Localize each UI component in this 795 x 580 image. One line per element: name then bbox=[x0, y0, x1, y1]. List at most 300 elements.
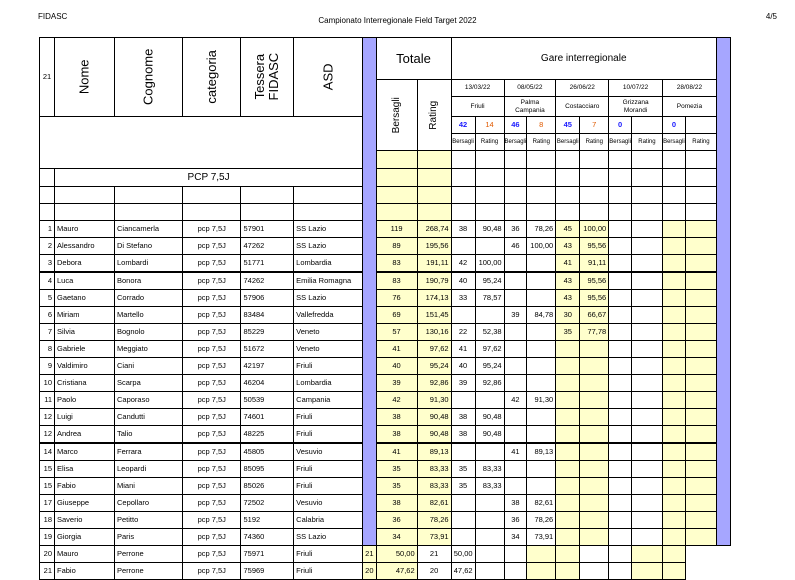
race-date: 26/06/22 bbox=[556, 80, 609, 97]
category-cell: pcp 7,5J bbox=[183, 495, 241, 512]
sub-header-bersagli: Bersagli bbox=[556, 134, 580, 151]
category-cell: pcp 7,5J bbox=[183, 272, 241, 290]
total-bersagli-cell: 119 bbox=[376, 221, 417, 238]
blank-cell bbox=[556, 151, 580, 169]
race-rating-cell: 90,48 bbox=[475, 409, 504, 426]
race-rating-cell bbox=[685, 409, 716, 426]
club-cell: Calabria bbox=[294, 512, 363, 529]
club-cell: Friuli bbox=[294, 426, 363, 444]
total-bersagli-cell: 38 bbox=[376, 495, 417, 512]
race-bersagli-cell bbox=[609, 375, 632, 392]
club-cell: Lombardia bbox=[294, 375, 363, 392]
race-rating-cell bbox=[527, 290, 556, 307]
race-bersagli-cell bbox=[609, 392, 632, 409]
blank-cell bbox=[183, 204, 241, 221]
blank-cell bbox=[115, 187, 183, 204]
header-blank bbox=[40, 117, 363, 169]
race-rating-cell bbox=[527, 409, 556, 426]
race-rating-cell bbox=[685, 375, 716, 392]
race-rating-cell: 100,00 bbox=[475, 255, 504, 273]
race-total-rating: 7 bbox=[580, 117, 609, 134]
blank-cell bbox=[580, 151, 609, 169]
total-rating-cell: 92,86 bbox=[417, 375, 451, 392]
race-bersagli-cell bbox=[527, 563, 556, 580]
sub-header-rating: Rating bbox=[685, 134, 716, 151]
race-bersagli-cell bbox=[504, 341, 527, 358]
category-cell: pcp 7,5J bbox=[183, 426, 241, 444]
race-bersagli-cell bbox=[609, 495, 632, 512]
rank-cell: 3 bbox=[40, 255, 55, 273]
race-bersagli-cell bbox=[556, 495, 580, 512]
race-bersagli-cell bbox=[451, 495, 475, 512]
race-rating-cell bbox=[527, 478, 556, 495]
blank-cell bbox=[527, 151, 556, 169]
race-rating-cell bbox=[685, 221, 716, 238]
race-bersagli-cell: 38 bbox=[451, 221, 475, 238]
race-rating-cell bbox=[580, 375, 609, 392]
card-number-cell: 45805 bbox=[241, 443, 294, 461]
race-bersagli-cell bbox=[609, 512, 632, 529]
race-rating-cell bbox=[631, 238, 662, 255]
blank-cell bbox=[609, 169, 632, 187]
race-bersagli-cell: 39 bbox=[451, 375, 475, 392]
category-cell: pcp 7,5J bbox=[183, 375, 241, 392]
first-name-cell: Alessandro bbox=[55, 238, 115, 255]
race-rating-cell bbox=[631, 324, 662, 341]
race-bersagli-cell bbox=[662, 512, 685, 529]
first-name-cell: Fabio bbox=[55, 563, 115, 580]
race-bersagli-cell bbox=[662, 272, 685, 290]
race-bersagli-cell bbox=[475, 563, 504, 580]
last-name-cell: Paris bbox=[115, 529, 183, 546]
first-name-cell: Andrea bbox=[55, 426, 115, 444]
table-row bbox=[40, 221, 731, 238]
rank-cell: 17 bbox=[40, 495, 55, 512]
rank-cell: 12 bbox=[40, 409, 55, 426]
race-total-bersagli: 0 bbox=[662, 117, 685, 134]
race-rating-cell bbox=[685, 495, 716, 512]
race-rating-cell bbox=[527, 426, 556, 444]
race-rating-cell bbox=[631, 272, 662, 290]
blank-cell bbox=[631, 151, 662, 169]
race-bersagli-cell bbox=[504, 358, 527, 375]
race-rating-cell bbox=[631, 529, 662, 546]
rank-cell: 8 bbox=[40, 341, 55, 358]
blank-cell bbox=[662, 169, 685, 187]
table-row bbox=[40, 443, 731, 461]
race-rating-cell bbox=[527, 255, 556, 273]
race-bersagli-cell bbox=[504, 375, 527, 392]
club-cell: SS Lazio bbox=[294, 238, 363, 255]
first-name-cell: Gaetano bbox=[55, 290, 115, 307]
col-header-asd bbox=[294, 38, 363, 117]
race-rating-cell bbox=[556, 563, 580, 580]
race-bersagli-cell bbox=[556, 392, 580, 409]
last-name-cell: Petitto bbox=[115, 512, 183, 529]
blank-cell bbox=[631, 204, 662, 221]
race-bersagli-cell: 41 bbox=[504, 443, 527, 461]
category-cell: pcp 7,5J bbox=[183, 238, 241, 255]
col-header-bersagli-text: Bersagli bbox=[390, 96, 402, 134]
total-rating-cell: 83,33 bbox=[417, 478, 451, 495]
club-cell: Friuli bbox=[294, 461, 363, 478]
race-bersagli-cell bbox=[662, 290, 685, 307]
race-rating-cell bbox=[685, 461, 716, 478]
race-rating-cell bbox=[685, 478, 716, 495]
race-total-rating bbox=[631, 117, 662, 134]
last-name-cell: Corrado bbox=[115, 290, 183, 307]
race-rating-cell bbox=[475, 495, 504, 512]
race-rating-cell bbox=[631, 443, 662, 461]
category-cell: pcp 7,5J bbox=[183, 409, 241, 426]
race-bersagli-cell bbox=[609, 238, 632, 255]
table-row bbox=[40, 358, 731, 375]
category-cell: pcp 7,5J bbox=[183, 255, 241, 273]
race-bersagli-cell: 33 bbox=[451, 290, 475, 307]
race-rating-cell bbox=[475, 238, 504, 255]
club-cell: Veneto bbox=[294, 324, 363, 341]
total-rating-cell: 50,00 bbox=[376, 546, 417, 563]
first-name-cell: Cristiana bbox=[55, 375, 115, 392]
race-rating-cell: 91,11 bbox=[580, 255, 609, 273]
race-bersagli-cell bbox=[662, 478, 685, 495]
blank-cell bbox=[504, 151, 527, 169]
race-total-bersagli: 0 bbox=[609, 117, 632, 134]
race-rating-cell bbox=[631, 290, 662, 307]
blue-separator-right bbox=[716, 38, 730, 546]
last-name-cell: Martello bbox=[115, 307, 183, 324]
total-rating-cell: 190,79 bbox=[417, 272, 451, 290]
blank-cell bbox=[241, 204, 294, 221]
club-cell: Vallefredda bbox=[294, 307, 363, 324]
blank-cell bbox=[475, 187, 504, 204]
club-cell: Friuli bbox=[294, 409, 363, 426]
blank-cell bbox=[55, 204, 115, 221]
blank-cell bbox=[475, 204, 504, 221]
total-bersagli-cell: 40 bbox=[376, 358, 417, 375]
club-cell: Friuli bbox=[294, 478, 363, 495]
race-rating-cell bbox=[631, 409, 662, 426]
blank-cell bbox=[504, 187, 527, 204]
blank-cell bbox=[609, 204, 632, 221]
table-row bbox=[40, 461, 731, 478]
race-bersagli-cell bbox=[451, 392, 475, 409]
card-number-cell: 47262 bbox=[241, 238, 294, 255]
table-row bbox=[40, 392, 731, 409]
race-bersagli-cell bbox=[662, 529, 685, 546]
col-header-tessera-line1: Tessera bbox=[252, 54, 268, 100]
race-rating-cell bbox=[580, 478, 609, 495]
total-bersagli-cell: 69 bbox=[376, 307, 417, 324]
race-bersagli-cell bbox=[504, 426, 527, 444]
race-bersagli-cell bbox=[609, 272, 632, 290]
race-rating-cell: 66,67 bbox=[580, 307, 609, 324]
race-total-bersagli: 46 bbox=[504, 117, 527, 134]
total-rating-cell: 90,48 bbox=[417, 409, 451, 426]
total-rating-cell: 90,48 bbox=[417, 426, 451, 444]
race-bersagli-cell: 39 bbox=[504, 307, 527, 324]
race-bersagli-cell bbox=[556, 409, 580, 426]
last-name-cell: Ciancamerla bbox=[115, 221, 183, 238]
col-header-gare: Gare interregionale bbox=[451, 38, 716, 80]
first-name-cell: Valdimiro bbox=[55, 358, 115, 375]
total-rating-cell: 191,11 bbox=[417, 255, 451, 273]
race-bersagli-cell bbox=[662, 375, 685, 392]
race-rating-cell bbox=[685, 341, 716, 358]
blank-cell bbox=[609, 187, 632, 204]
rank-cell: 21 bbox=[40, 563, 55, 580]
club-cell: SS Lazio bbox=[294, 529, 363, 546]
race-rating-cell: 100,00 bbox=[580, 221, 609, 238]
race-bersagli-cell: 38 bbox=[451, 426, 475, 444]
rank-cell: 5 bbox=[40, 290, 55, 307]
race-bersagli-cell bbox=[475, 546, 504, 563]
first-name-cell: Luigi bbox=[55, 409, 115, 426]
race-location: Grizzana Morandi bbox=[609, 97, 663, 117]
race-bersagli-cell bbox=[662, 495, 685, 512]
race-bersagli-cell bbox=[609, 478, 632, 495]
table-row bbox=[40, 426, 731, 444]
last-name-cell: Candutti bbox=[115, 409, 183, 426]
last-name-cell: Caporaso bbox=[115, 392, 183, 409]
sub-header-rating: Rating bbox=[475, 134, 504, 151]
col-header-categoria-text: categoria bbox=[203, 50, 219, 104]
blank-cell bbox=[376, 204, 417, 221]
race-bersagli-cell bbox=[609, 324, 632, 341]
race-rating-cell: 89,13 bbox=[527, 443, 556, 461]
total-rating-cell: 268,74 bbox=[417, 221, 451, 238]
last-name-cell: Bognolo bbox=[115, 324, 183, 341]
race-bersagli-cell bbox=[662, 324, 685, 341]
race-bersagli-cell bbox=[556, 461, 580, 478]
race-date: 13/03/22 bbox=[451, 80, 504, 97]
race-bersagli-cell bbox=[609, 255, 632, 273]
card-number-cell: 51771 bbox=[241, 255, 294, 273]
total-bersagli-cell: 89 bbox=[376, 238, 417, 255]
race-bersagli-cell bbox=[609, 307, 632, 324]
blank-cell bbox=[294, 204, 363, 221]
race-rating-cell bbox=[527, 341, 556, 358]
race-rating-cell: 90,48 bbox=[475, 221, 504, 238]
race-bersagli-cell bbox=[580, 546, 609, 563]
club-cell: Campania bbox=[294, 392, 363, 409]
race-rating-cell bbox=[631, 495, 662, 512]
race-rating-cell bbox=[662, 546, 685, 563]
race-bersagli-cell bbox=[556, 529, 580, 546]
blank-cell bbox=[556, 204, 580, 221]
club-cell: Veneto bbox=[294, 341, 363, 358]
race-rating-cell: 52,38 bbox=[475, 324, 504, 341]
blank-cell bbox=[662, 187, 685, 204]
race-bersagli-cell bbox=[662, 307, 685, 324]
blank-cell bbox=[451, 169, 475, 187]
race-rating-cell bbox=[631, 221, 662, 238]
race-bersagli-cell bbox=[504, 272, 527, 290]
race-bersagli-cell bbox=[662, 255, 685, 273]
first-name-cell: Giorgia bbox=[55, 529, 115, 546]
race-bersagli-cell bbox=[451, 238, 475, 255]
category-cell: pcp 7,5J bbox=[183, 546, 241, 563]
col-header-nome bbox=[55, 38, 115, 117]
race-bersagli-cell: 36 bbox=[504, 512, 527, 529]
card-number-cell: 74601 bbox=[241, 409, 294, 426]
total-rating-cell: 78,26 bbox=[417, 512, 451, 529]
first-name-cell: Miriam bbox=[55, 307, 115, 324]
first-name-cell: Marco bbox=[55, 443, 115, 461]
race-rating-cell bbox=[685, 290, 716, 307]
col-header-bersagli bbox=[376, 80, 417, 151]
table-row bbox=[40, 375, 731, 392]
race-bersagli-cell: 41 bbox=[451, 341, 475, 358]
race-bersagli-cell: 35 bbox=[451, 478, 475, 495]
race-bersagli-cell: 43 bbox=[556, 238, 580, 255]
club-cell: Friuli bbox=[294, 358, 363, 375]
race-rating-cell bbox=[631, 375, 662, 392]
category-cell: pcp 7,5J bbox=[183, 563, 241, 580]
blank-cell bbox=[580, 204, 609, 221]
card-number-cell: 74360 bbox=[241, 529, 294, 546]
race-bersagli-cell: 30 bbox=[556, 307, 580, 324]
race-bersagli-cell bbox=[662, 426, 685, 444]
total-rating-cell: 89,13 bbox=[417, 443, 451, 461]
race-rating-cell bbox=[527, 358, 556, 375]
total-bersagli-cell: 83 bbox=[376, 272, 417, 290]
blank-cell bbox=[685, 169, 716, 187]
category-cell: pcp 7,5J bbox=[183, 221, 241, 238]
race-rating-cell bbox=[685, 529, 716, 546]
club-cell: Lombardia bbox=[294, 255, 363, 273]
race-rating-cell: 97,62 bbox=[475, 341, 504, 358]
total-rating-cell: 151,45 bbox=[417, 307, 451, 324]
total-bersagli-cell: 42 bbox=[376, 392, 417, 409]
race-rating-cell bbox=[631, 358, 662, 375]
col-header-rating bbox=[417, 80, 451, 151]
race-rating-cell: 84,78 bbox=[527, 307, 556, 324]
race-bersagli-cell bbox=[504, 478, 527, 495]
race-bersagli-cell bbox=[609, 529, 632, 546]
race-rating-cell: 95,24 bbox=[475, 272, 504, 290]
col-header-cognome-text: Cognome bbox=[140, 48, 156, 106]
total-bersagli-cell: 57 bbox=[376, 324, 417, 341]
race-bersagli-cell bbox=[504, 255, 527, 273]
race-bersagli-cell: 21 bbox=[417, 546, 451, 563]
race-bersagli-cell bbox=[662, 461, 685, 478]
race-rating-cell bbox=[609, 563, 632, 580]
card-number-cell: 85026 bbox=[241, 478, 294, 495]
blank-cell bbox=[504, 169, 527, 187]
rank-cell: 7 bbox=[40, 324, 55, 341]
total-bersagli-cell: 38 bbox=[376, 409, 417, 426]
race-date: 28/08/22 bbox=[662, 80, 716, 97]
sub-header-bersagli: Bersagli bbox=[662, 134, 685, 151]
race-bersagli-cell: 43 bbox=[556, 272, 580, 290]
race-rating-cell bbox=[685, 392, 716, 409]
race-bersagli-cell bbox=[609, 409, 632, 426]
blank-cell bbox=[662, 204, 685, 221]
race-bersagli-cell bbox=[451, 529, 475, 546]
race-total-bersagli: 45 bbox=[556, 117, 580, 134]
last-name-cell: Talio bbox=[115, 426, 183, 444]
race-bersagli-cell bbox=[556, 426, 580, 444]
race-bersagli-cell: 43 bbox=[556, 290, 580, 307]
table-row bbox=[40, 495, 731, 512]
table-row bbox=[40, 563, 731, 580]
blank-cell bbox=[527, 204, 556, 221]
blank-cell bbox=[527, 169, 556, 187]
race-rating-cell bbox=[580, 461, 609, 478]
col-header-cognome bbox=[115, 38, 183, 117]
rank-cell: 14 bbox=[40, 443, 55, 461]
race-rating-cell bbox=[580, 358, 609, 375]
category-cell: pcp 7,5J bbox=[183, 307, 241, 324]
club-cell: SS Lazio bbox=[294, 221, 363, 238]
first-name-cell: Mauro bbox=[55, 221, 115, 238]
race-bersagli-cell bbox=[662, 358, 685, 375]
category-label: PCP 7,5J bbox=[55, 169, 363, 187]
category-cell: pcp 7,5J bbox=[183, 324, 241, 341]
race-location: Pomezia bbox=[662, 97, 716, 117]
total-bersagli-cell: 38 bbox=[376, 426, 417, 444]
rank-cell: 11 bbox=[40, 392, 55, 409]
category-cell: pcp 7,5J bbox=[183, 341, 241, 358]
count-cell: 21 bbox=[40, 38, 55, 117]
race-bersagli-cell bbox=[609, 358, 632, 375]
sub-header-bersagli: Bersagli bbox=[504, 134, 527, 151]
race-bersagli-cell bbox=[609, 443, 632, 461]
table-row bbox=[40, 512, 731, 529]
document-title: Campionato Interregionale Field Target 2022 bbox=[318, 16, 477, 25]
first-name-cell: Paolo bbox=[55, 392, 115, 409]
first-name-cell: Saverio bbox=[55, 512, 115, 529]
race-rating-cell bbox=[527, 461, 556, 478]
category-cell: pcp 7,5J bbox=[183, 529, 241, 546]
race-bersagli-cell bbox=[556, 375, 580, 392]
blank-cell bbox=[685, 204, 716, 221]
sub-header-rating: Rating bbox=[527, 134, 556, 151]
race-bersagli-cell bbox=[609, 221, 632, 238]
race-rating-cell bbox=[580, 443, 609, 461]
total-bersagli-cell: 39 bbox=[376, 375, 417, 392]
race-bersagli-cell: 36 bbox=[504, 221, 527, 238]
rank-cell: 9 bbox=[40, 358, 55, 375]
race-bersagli-cell: 34 bbox=[504, 529, 527, 546]
first-name-cell: Giuseppe bbox=[55, 495, 115, 512]
blank-cell bbox=[556, 169, 580, 187]
blank-cell bbox=[241, 187, 294, 204]
total-bersagli-cell: 35 bbox=[376, 461, 417, 478]
race-rating-cell bbox=[527, 272, 556, 290]
race-bersagli-cell: 35 bbox=[451, 461, 475, 478]
race-bersagli-cell: 46 bbox=[504, 238, 527, 255]
race-rating-cell bbox=[685, 512, 716, 529]
last-name-cell: Cepollaro bbox=[115, 495, 183, 512]
page-number: 4/5 bbox=[765, 12, 777, 21]
last-name-cell: Ferrara bbox=[115, 443, 183, 461]
sub-header-rating: Rating bbox=[580, 134, 609, 151]
card-number-cell: 75971 bbox=[241, 546, 294, 563]
blank-cell bbox=[40, 204, 55, 221]
race-rating-cell bbox=[662, 563, 685, 580]
blank-cell bbox=[580, 169, 609, 187]
sub-header-bersagli: Bersagli bbox=[609, 134, 632, 151]
race-rating-cell: 78,26 bbox=[527, 221, 556, 238]
total-bersagli-cell: 41 bbox=[376, 443, 417, 461]
club-cell: SS Lazio bbox=[294, 290, 363, 307]
race-rating-cell bbox=[685, 255, 716, 273]
total-bersagli-cell: 21 bbox=[363, 546, 376, 563]
col-header-asd-text: ASD bbox=[320, 63, 336, 91]
sub-header-bersagli: Bersagli bbox=[451, 134, 475, 151]
